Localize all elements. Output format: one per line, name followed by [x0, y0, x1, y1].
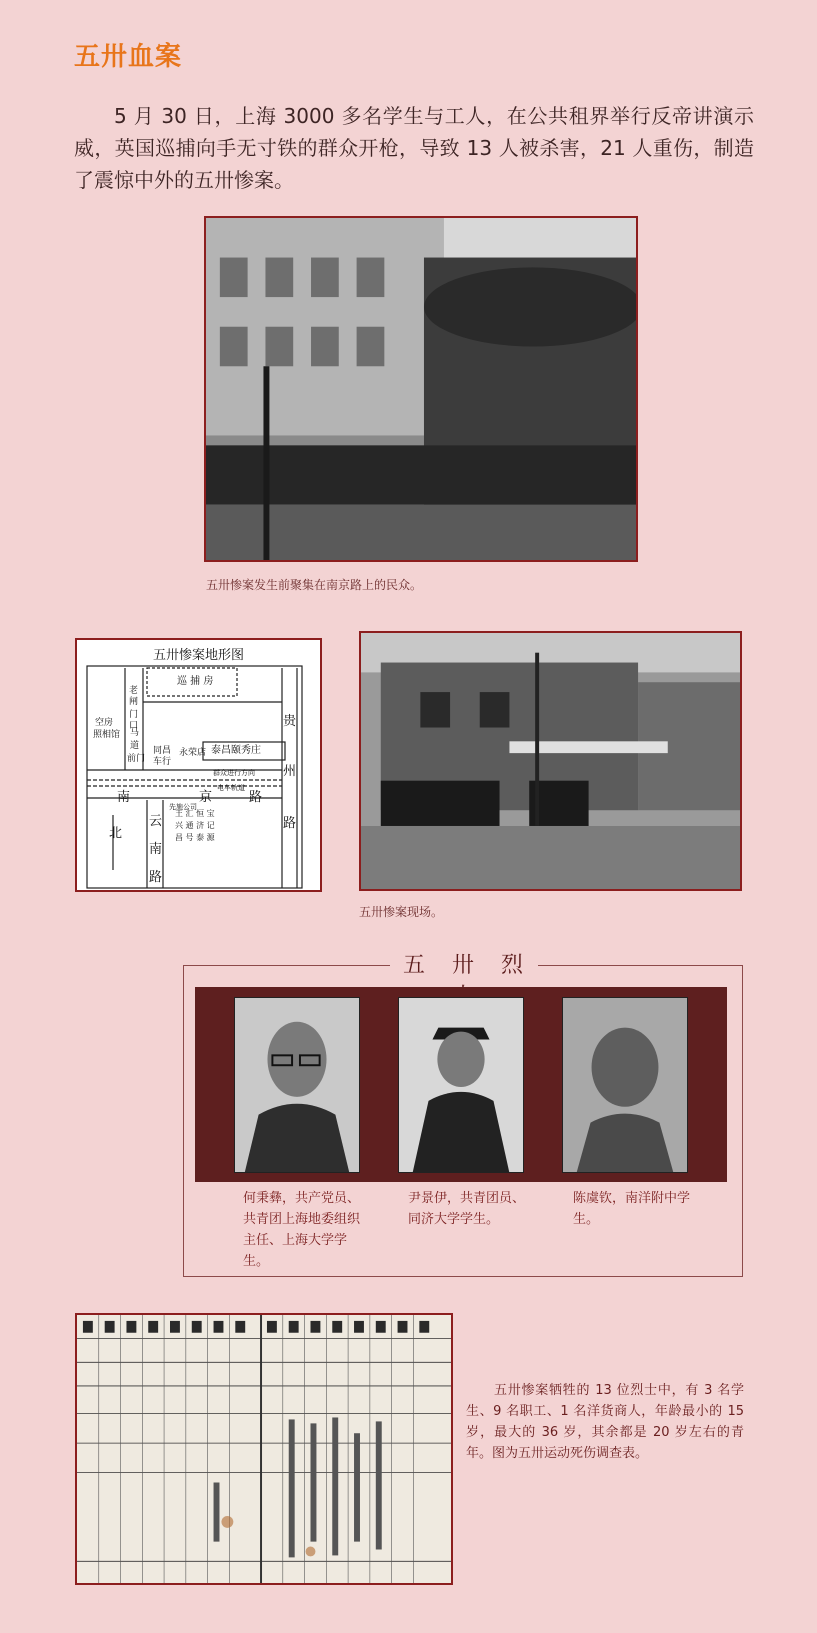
map-label-mamu: 马 — [130, 728, 140, 738]
map-label-gui: 贵 — [283, 714, 297, 729]
map-label-bei: 北 — [109, 826, 123, 841]
intro-paragraph: 5 月 30 日，上海 3000 多名学生与工人，在公共租界举行反帝讲演示威，英国巡捕向手无寸铁的群众开枪，导致 13 人被杀害，21 人重伤，制造了震惊中外的五卅惨案。 — [74, 104, 754, 192]
crowd-photo-caption: 五卅惨案发生前聚集在南京路上的民众。 — [206, 578, 423, 592]
martyr-portrait-3 — [562, 997, 688, 1173]
crowd-photo — [204, 216, 638, 562]
martyrs-heading: 五 卅 烈 — [390, 948, 538, 1010]
map-label-nan: 南 — [117, 790, 131, 805]
map-label-qianmen: 前门 — [127, 754, 146, 764]
section-title: 五卅血案 — [74, 42, 183, 72]
martyr-caption-2: 尹景伊，共青团员、同济大学学生。 — [408, 1191, 526, 1227]
map-label-nan2: 南 — [149, 842, 163, 857]
martyr-caption-1: 何秉彝，共产党员、共青团上海地委组织主任、上海大学学生。 — [243, 1191, 361, 1269]
map-label-jing: 京 — [199, 790, 213, 805]
scene-photo — [359, 631, 742, 891]
map-label-xunbufang: 巡 捕 房 — [177, 676, 214, 687]
map-label-zhou: 州 — [283, 764, 297, 779]
map-label-yongdian: 永荣店 — [179, 748, 207, 758]
scene-photo-caption: 五卅惨案现场。 — [359, 905, 444, 919]
martyr-portrait-1 — [234, 997, 360, 1173]
map-label-qunzhong: 群众进行方向 — [213, 769, 255, 777]
map-label-lu2: 路 — [283, 816, 297, 831]
map-label-lu3: 路 — [149, 870, 163, 885]
map-label-zhaoxiangguan: 照相馆 — [93, 730, 121, 740]
survey-description: 五卅惨案牺牲的 13 位烈士中，有 3 名学生、9 名职工、1 名洋货商人，年龄最小的 15 岁，最大的 36 岁，其余都是 20 岁左右的青年。图为五卅运动死伤调查表。 — [466, 1383, 744, 1461]
map-title: 五卅惨案地形图 — [152, 648, 244, 663]
map-label-daoweng: 道 — [130, 741, 140, 751]
martyr-caption-3: 陈虞钦，南洋附中学生。 — [573, 1191, 691, 1227]
incident-map — [75, 638, 322, 892]
map-label-dianche: 电车轨道 — [217, 784, 245, 792]
martyr-portrait-2 — [398, 997, 524, 1173]
map-label-xianshi: 先施公司 — [169, 803, 197, 811]
map-label-menkou: 门口 — [129, 710, 139, 731]
map-label-shops: 王 汇 恒 宝 兴 通 济 记 昌 号 泰 源 — [175, 809, 215, 842]
casualty-survey-table-image — [75, 1313, 453, 1585]
map-label-laozha: 老闸 — [129, 686, 139, 707]
map-label-yun: 云 — [149, 814, 163, 829]
map-label-kongfang: 空房 — [95, 718, 114, 728]
map-label-lu: 路 — [249, 790, 263, 805]
map-label-tongchang: 同昌车行 — [153, 746, 172, 767]
map-label-taichang: 泰昌颐秀庄 — [211, 745, 261, 756]
